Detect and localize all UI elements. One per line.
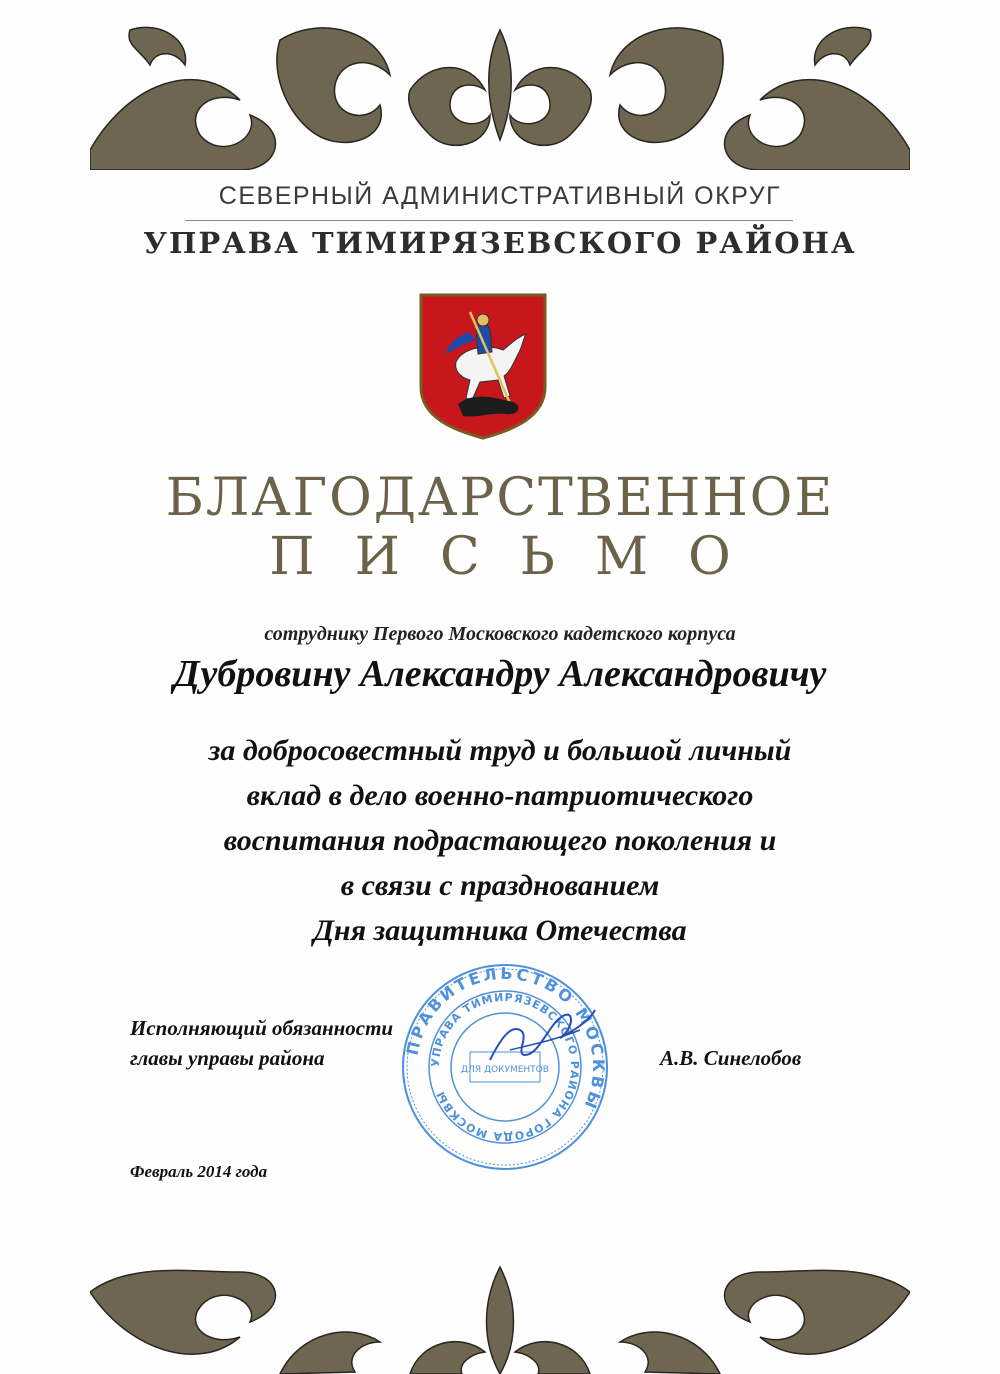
signatory-name: А.В. Синелобов bbox=[660, 1046, 802, 1070]
reason-line: воспитания подрастающего поколения и bbox=[223, 824, 777, 857]
handwritten-signature bbox=[480, 1000, 600, 1080]
moscow-coat-of-arms-emblem bbox=[418, 292, 548, 440]
recipient-role: сотруднику Первого Московского кадетского корпуса bbox=[264, 623, 736, 645]
reason-line: вклад в дело военно-патриотического bbox=[246, 779, 754, 812]
title-line-1: БЛАГОДАРСТВЕННОЕ bbox=[165, 468, 835, 528]
signatory-position bbox=[130, 1013, 393, 1073]
reason-line: в связи с празднованием bbox=[340, 869, 660, 902]
top-ornament bbox=[90, 20, 910, 170]
stamp-outer-text: ПРАВИТЕЛЬСТВО МОСКВЫ bbox=[402, 963, 609, 1114]
district-heading: СЕВЕРНЫЙ АДМИНИСТРАТИВНЫЙ ОКРУГ bbox=[218, 182, 782, 210]
recipient-name: Дубровину Александру Александровичу bbox=[173, 653, 827, 695]
stamp-center-text: ДЛЯ ДОКУМЕНТОВ bbox=[461, 1065, 549, 1075]
position-line: Исполняющий обязанности bbox=[130, 1016, 394, 1040]
stamp-inner-text: УПРАВА ТИМИРЯЗЕВСКОГО РАЙОНА ГОРОДА МОСКВЫ bbox=[428, 990, 582, 1144]
header-divider bbox=[185, 220, 793, 221]
reason-line: за добросовестный труд и большой личный bbox=[208, 734, 792, 767]
reason-line: Дня защитника Отечества bbox=[313, 914, 687, 947]
title-line-2: ПИСЬМО bbox=[269, 527, 771, 587]
issue-date: Февраль 2014 года bbox=[130, 1162, 268, 1181]
position-line: главы управы района bbox=[130, 1046, 325, 1070]
bottom-ornament bbox=[90, 1262, 910, 1374]
uprava-heading: УПРАВА ТИМИРЯЗЕВСКОГО РАЙОНА bbox=[143, 226, 857, 260]
award-reason bbox=[0, 728, 1000, 953]
